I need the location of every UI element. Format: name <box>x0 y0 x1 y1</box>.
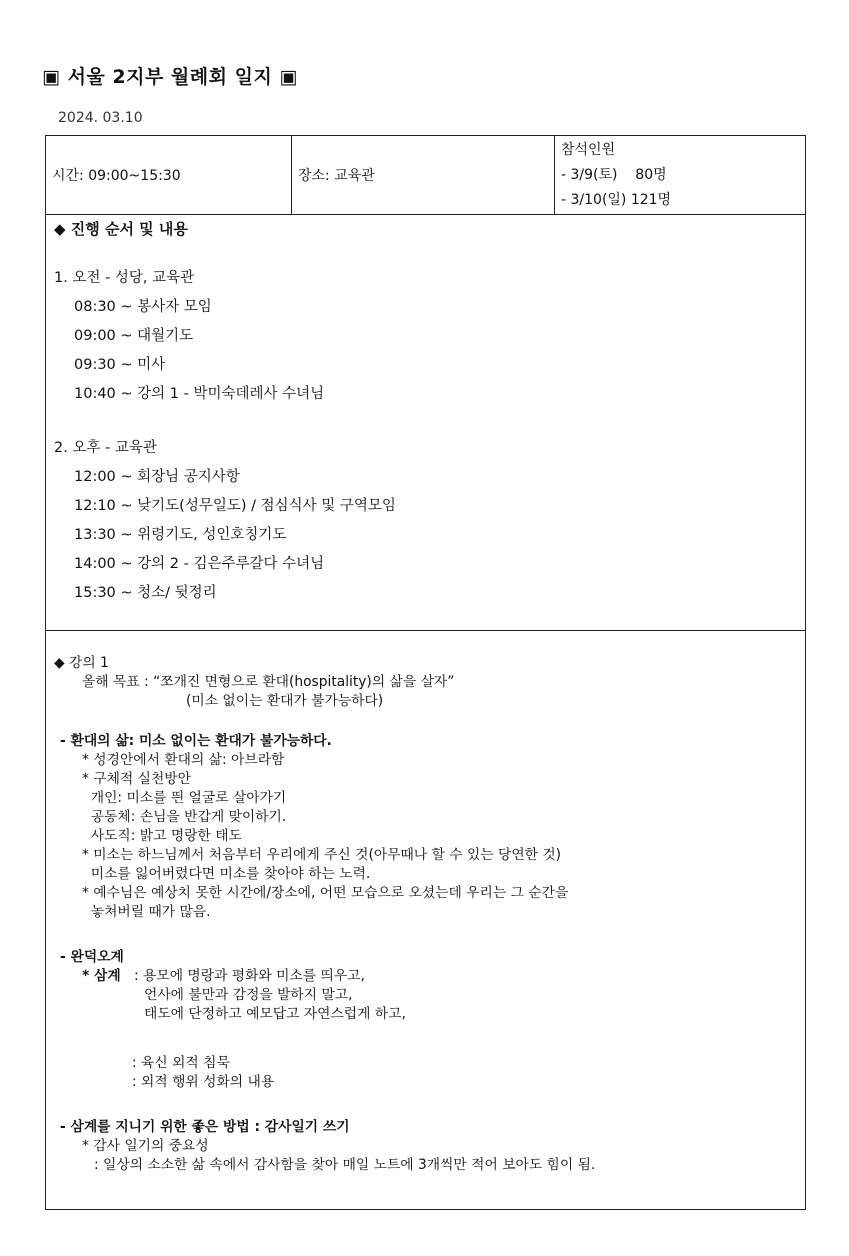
page-title: ▣ 서울 2지부 월례회 일지 ▣ <box>42 66 298 88</box>
meta-table <box>45 135 806 215</box>
lecture-heading: ◆ 강의 1 <box>54 655 109 671</box>
section-title: - 완덕오계 <box>60 949 124 965</box>
schedule-item: 09:30 ~ 미사 <box>74 357 166 373</box>
samgye-label: * 삼계 <box>82 968 121 984</box>
lecture-line: 공동체: 손님을 반갑게 맞이하기. <box>82 809 287 825</box>
section-title: - 환대의 삶: 미소 없이는 환대가 불가능하다. <box>60 733 332 749</box>
lecture-line: 사도직: 밝고 명랑한 태도 <box>82 828 242 844</box>
lecture-line: * 성경안에서 환대의 삶: 아브라함 <box>82 752 285 768</box>
schedule-item: 08:30 ~ 봉사자 모임 <box>74 299 212 315</box>
place-cell: 장소: 교육관 <box>292 136 555 215</box>
attendance-cell <box>555 136 806 215</box>
attendance-line: - 3/10(일) 121명 <box>561 191 672 208</box>
schedule-item: 12:10 ~ 낮기도(성무일도) / 점심식사 및 구역모임 <box>74 498 396 514</box>
lecture-section <box>45 630 806 1210</box>
attendance-line: - 3/9(토) 80명 <box>561 166 667 183</box>
lecture-line: * 예수님은 예상치 못한 시간에/장소에, 어떤 모습으로 오셨는데 우리는 그 순간을 <box>82 885 569 901</box>
time-cell: 시간: 09:00~15:30 <box>46 136 292 215</box>
lecture-line: : 외적 행위 성화의 내용 <box>132 1074 275 1090</box>
section-title: - 삼계를 지니기 위한 좋은 방법 : 감사일기 쓰기 <box>60 1119 350 1135</box>
lecture-line: 개인: 미소를 띈 얼굴로 살아가기 <box>82 790 287 806</box>
lecture-line: 미소를 잃어버렸다면 미소를 찾아야 하는 노력. <box>82 866 371 882</box>
schedule-item: 12:00 ~ 회장님 공지사항 <box>74 469 240 485</box>
lecture-line: 언사에 불만과 감정을 발하지 말고, <box>144 987 353 1003</box>
report-date: 2024. 03.10 <box>58 110 143 126</box>
morning-title: 1. 오전 - 성당, 교육관 <box>54 270 195 286</box>
lecture-goal-sub: (미소 없이는 환대가 불가능하다) <box>186 693 384 709</box>
lecture-line: : 용모에 명랑과 평화와 미소를 띄우고, <box>134 968 365 984</box>
schedule-item: 13:30 ~ 위령기도, 성인호칭기도 <box>74 527 287 543</box>
lecture-goal: 올해 목표 : “쪼개진 면형으로 환대(hospitality)의 삶을 살자” <box>82 674 455 690</box>
lecture-line: 놓쳐버릴 때가 많음. <box>82 904 211 920</box>
attendance-title: 참석인원 <box>561 141 616 158</box>
schedule-item: 15:30 ~ 청소/ 뒷정리 <box>74 585 217 601</box>
schedule-section <box>45 214 806 631</box>
lecture-line: * 미소는 하느님께서 처음부터 우리에게 주신 것(아무때나 할 수 있는 당연한 것) <box>82 847 562 863</box>
lecture-line: * 구체적 실천방안 <box>82 771 191 787</box>
lecture-line: * 감사 일기의 중요성 <box>82 1138 209 1154</box>
afternoon-title: 2. 오후 - 교육관 <box>54 440 157 456</box>
schedule-item: 14:00 ~ 강의 2 - 김은주루갈다 수녀님 <box>74 556 325 572</box>
schedule-heading: ◆ 진행 순서 및 내용 <box>54 220 188 238</box>
lecture-line: : 육신 외적 침묵 <box>132 1055 230 1071</box>
schedule-item: 09:00 ~ 대월기도 <box>74 328 194 344</box>
lecture-line: 태도에 단정하고 예모답고 자연스럽게 하고, <box>144 1006 406 1022</box>
schedule-item: 10:40 ~ 강의 1 - 박미숙데레사 수녀님 <box>74 386 325 402</box>
lecture-line: : 일상의 소소한 삶 속에서 감사함을 찾아 매일 노트에 3개씩만 적어 보아도 힘이 됨. <box>94 1157 596 1173</box>
